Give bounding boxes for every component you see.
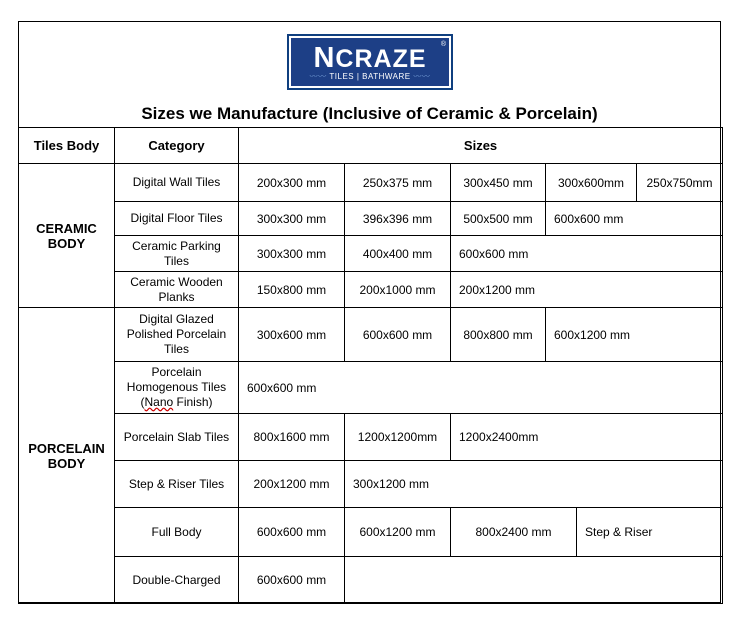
size-cell: 300x600mm xyxy=(546,164,637,202)
logo-brand-initial: N xyxy=(313,42,336,74)
table-row xyxy=(19,414,723,461)
category-cell xyxy=(115,362,239,414)
category-line: Tiles xyxy=(164,342,189,356)
table-row xyxy=(19,508,723,557)
table-row xyxy=(19,308,723,362)
table-row xyxy=(19,202,723,236)
empty-cell xyxy=(345,557,723,604)
size-cell: 600x600 mm xyxy=(239,557,345,604)
logo-registered-mark: ® xyxy=(440,41,446,48)
logo-tagline xyxy=(291,71,449,82)
size-cell: 600x600 mm xyxy=(546,202,723,236)
category-line: Ceramic Wooden xyxy=(130,274,223,289)
category-line: Ceramic Parking xyxy=(132,238,221,253)
size-cell: 300x300 mm xyxy=(239,236,345,272)
size-cell: 300x300 mm xyxy=(239,202,345,236)
category-cell xyxy=(115,272,239,308)
size-cell: 600x1200 mm xyxy=(345,508,451,557)
spellcheck-word: Nano xyxy=(144,395,174,409)
body-label-line: CERAMIC xyxy=(36,220,97,236)
logo-tagline-text: TILES | BATHWARE xyxy=(329,72,411,81)
size-cell: 300x1200 mm xyxy=(345,461,723,508)
header-category: Category xyxy=(115,128,239,164)
size-cell: 1200x1200mm xyxy=(345,414,451,461)
header-sizes: Sizes xyxy=(239,128,723,164)
category-cell: Step & Riser Tiles xyxy=(115,461,239,508)
size-cell: 600x600 mm xyxy=(239,508,345,557)
table-row xyxy=(19,236,723,272)
size-cell: 150x800 mm xyxy=(239,272,345,308)
table-row xyxy=(19,272,723,308)
size-cell: 600x600 mm xyxy=(451,236,723,272)
category-text: Finish) xyxy=(173,395,213,409)
category-line: Porcelain xyxy=(151,365,202,379)
category-line: Polished Porcelain xyxy=(126,327,227,341)
category-line xyxy=(140,395,212,409)
size-cell: 500x500 mm xyxy=(451,202,546,236)
ncraze-logo xyxy=(287,34,453,90)
body-porcelain xyxy=(19,308,115,604)
category-line: Tiles xyxy=(164,253,189,268)
table-row xyxy=(19,557,723,604)
category-cell xyxy=(115,236,239,272)
table-row xyxy=(19,164,723,202)
table-header-row xyxy=(19,128,723,164)
page-title: Sizes we Manufacture (Inclusive of Ceramic & Porcelain) xyxy=(141,104,598,123)
size-cell: 800x2400 mm xyxy=(451,508,577,557)
size-cell: 400x400 mm xyxy=(345,236,451,272)
logo-panel xyxy=(291,38,449,86)
size-cell: 600x600 mm xyxy=(345,308,451,362)
body-label-line: BODY xyxy=(47,235,86,251)
size-cell: 600x600 mm xyxy=(239,362,723,414)
size-cell: 250x375 mm xyxy=(345,164,451,202)
size-cell: 300x600 mm xyxy=(239,308,345,362)
wave-icon: 〰〰 xyxy=(309,72,330,81)
category-cell: Porcelain Slab Tiles xyxy=(115,414,239,461)
size-cell: 200x1200 mm xyxy=(451,272,723,308)
size-cell: 200x1000 mm xyxy=(345,272,451,308)
wave-icon: 〰〰 xyxy=(410,72,431,81)
category-cell: Digital Floor Tiles xyxy=(115,202,239,236)
size-cell: 800x800 mm xyxy=(451,308,546,362)
size-cell: 250x750mm xyxy=(637,164,723,202)
body-label-line: BODY xyxy=(47,455,86,471)
size-cell: 600x1200 mm xyxy=(546,308,723,362)
category-line: Homogenous Tiles xyxy=(126,380,227,394)
category-cell xyxy=(115,308,239,362)
table-row xyxy=(19,461,723,508)
size-cell: 200x1200 mm xyxy=(239,461,345,508)
body-ceramic xyxy=(19,164,115,308)
size-cell: 300x450 mm xyxy=(451,164,546,202)
table-row xyxy=(19,362,723,414)
header-tiles-body: Tiles Body xyxy=(19,128,115,164)
category-cell: Digital Wall Tiles xyxy=(115,164,239,202)
category-cell: Double-Charged xyxy=(115,557,239,604)
category-line: Planks xyxy=(158,289,195,304)
body-label-line: PORCELAIN xyxy=(28,440,105,456)
size-cell: 1200x2400mm xyxy=(451,414,723,461)
category-cell: Full Body xyxy=(115,508,239,557)
size-cell: 800x1600 mm xyxy=(239,414,345,461)
size-cell: Step & Riser xyxy=(577,508,723,557)
size-cell: 200x300 mm xyxy=(239,164,345,202)
size-cell: 396x396 mm xyxy=(345,202,451,236)
category-line: Digital Glazed xyxy=(139,312,214,326)
sizes-table xyxy=(18,127,723,604)
logo-brand-rest: CRAZE xyxy=(335,45,427,73)
category-text: ( xyxy=(140,395,145,409)
